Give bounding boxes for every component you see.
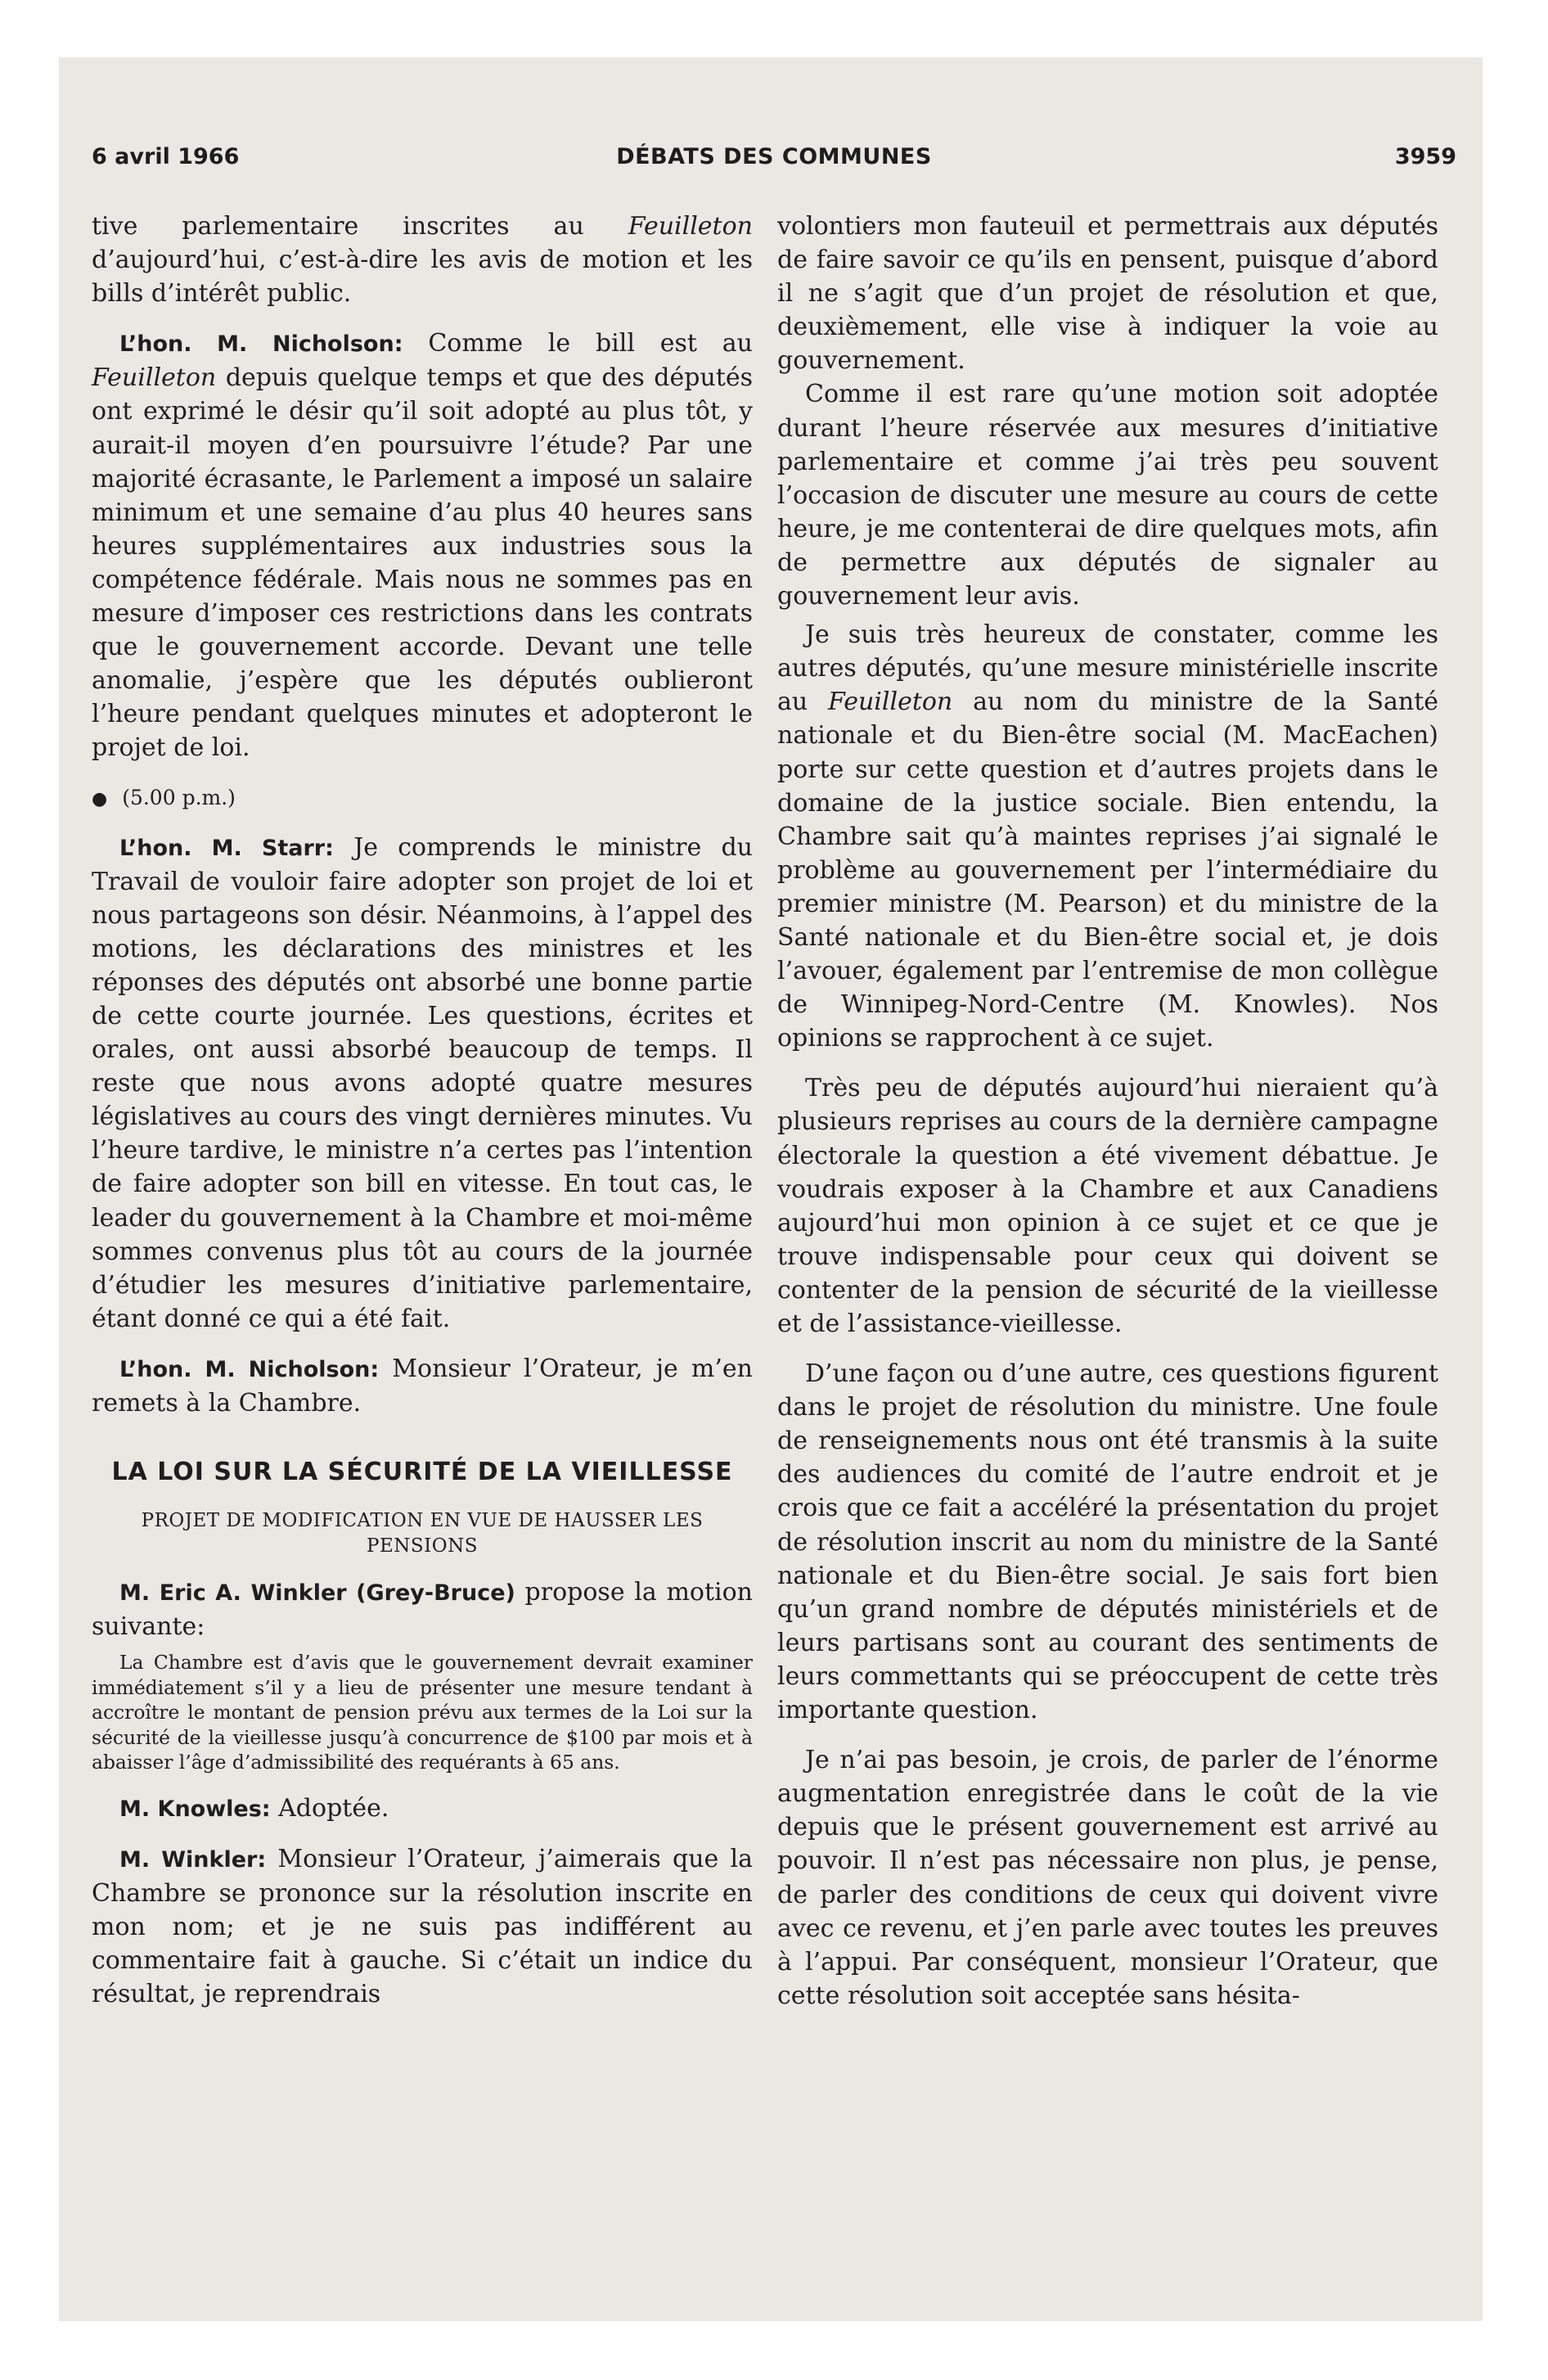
feuilleton-italic: Feuilleton [828,687,953,717]
speaker-name: M. Winkler: [119,1846,267,1873]
speaker-name: L’hon. M. Nicholson: [119,331,403,358]
header-title: DÉBATS DES COMMUNES [616,144,932,169]
speaker-name: L’hon. M. Nicholson: [119,1356,380,1382]
left-column [92,210,753,2011]
paragraph: tive parlementaire inscrites au Feuilleton d’aujourd’hui, c’est-à-dire les avis de motion et les bills d’intérêt public. [92,212,753,309]
paragraph: M. Eric A. Winkler (Grey-Bruce) propose la motion suivante: [92,1578,754,1642]
section-title: LA LOI SUR LA SÉCURITÉ DE LA VIEILLESSE [111,1458,733,1487]
speaker-name: M. Knowles: [119,1796,271,1822]
paragraph: Très peu de députés aujourd’hui nieraient qu’à plusieurs reprises au cours de la dernière campagne électorale la question a été vivement débattue. Je voudrais exposer à la Chambre et aux Canadiens aujourd’hui mon opinion à ce sujet et ce que je trouve indispensable pour ceux qui doivent se contenter de la pension de sécurité de la vieillesse et de l’assistance-vieillesse. [777,1074,1438,1338]
paragraph: L’hon. M. Nicholson: Monsieur l’Orateur, je m’en remets à la Chambre. [92,1354,753,1418]
header-page-number: 3959 [1394,144,1456,169]
paragraph: volontiers mon fauteuil et permettrais aux députés de faire savoir ce qu’ils en pensent, puisque d’abord il ne s’agit que d’un projet de résolution et que, deuxièmement, elle vise à indiquer la voie au gouvernement. [777,212,1438,376]
paragraph: Je n’ai pas besoin, je crois, de parler de l’énorme augmentation enregistrée dans le coût de la vie depuis que le présent gouvernement est arrivé au pouvoir. Il n’est pas nécessaire non plus, je pense, de parler des conditions de ceux qui doivent vivre avec ce revenu, et j’en parle avec toutes les preuves à l’appui. Par conséquent, monsieur l’Orateur, que cette résolution soit acceptée sans hésita- [777,1746,1438,2010]
header-date: 6 avril 1966 [92,144,240,169]
paragraph: L’hon. M. Starr: Je comprends le ministre du Travail de vouloir faire adopter son projet de loi et nous partageons son désir. Néanmoins, à l’appel des motions, les déclarations des ministres et les réponses des députés ont absorbé une bonne partie de cette courte journée. Les questions, écrites et orales, ont aussi absorbé beaucoup de temps. Il reste que nous avons adopté quatre mesures législatives au cours des vingt dernières minutes. Vu l’heure tardive, le ministre n’a certes pas l’intention de faire adopter son bill en vitesse. En tout cas, le leader du gouvernement à la Chambre et moi-même sommes convenus plus tôt au cours de la journée d’étudier les mesures d’initiative parlementaire, étant donné ce qui a été fait. [92,832,753,1333]
paragraph: M. Winkler: Monsieur l’Orateur, j’aimerais que la Chambre se prononce sur la résolution inscrite en mon nom; et je ne suis pas indifférent au commentaire fait à gauche. Si c’était un indice du résultat, je reprendrais [92,1844,753,2009]
bullet-icon: ● [92,788,108,809]
speaker-name: M. Eric A. Winkler (Grey-Bruce) [119,1580,515,1607]
page-header [92,144,1456,177]
motion-text: La Chambre est d’avis que le gouvernement devrait examiner immédiatement s’il y a lieu de présenter une mesure tendant à accroître le montant de pension prévu aux termes de la Loi sur la sécurité de la vieillesse jusqu’à concurrence de $100 par mois et à abaisser l’âge d’admissibilité des requérants à 65 ans. [92,1651,753,1774]
feuilleton-italic: Feuilleton [628,212,753,241]
paragraph: L’hon. M. Nicholson: Comme le bill est au Feuilleton depuis quelque temps et que des députés ont exprimé le désir qu’il soit adopté au plus tôt, y aurait-il moyen d’en poursuivre l’étude? Par une majorité écrasante, le Parlement a imposé un salaire minimum et une semaine d’au plus 40 heures sans heures supplémentaires aux industries sous la compétence fédérale. Mais nous ne sommes pas en mesure d’imposer ces restrictions dans les contrats que le gouvernement accorde. Devant une telle anomalie, j’espère que les députés oublieront l’heure pendant quelques minutes et adopteront le projet de loi. [92,329,754,763]
paragraph: M. Knowles: Adoptée. [119,1793,389,1823]
speaker-name: L’hon. M. Starr: [119,835,334,861]
right-column [777,210,1438,2013]
paragraph: Je suis très heureux de constater, comme les autres députés, qu’une mesure ministérielle inscrite au Feuilleton au nom du ministre de la Santé nationale et du Bien-être social (M. MacEachen) porte sur cette question et d’autres projets dans le domaine de la justice sociale. Bien entendu, la Chambre sait qu’à maintes reprises j’ai signalé le problème au gouvernement per l’intermédiaire du premier ministre (M. Pearson) et du ministre de la Santé nationale et du Bien-être social et, je dois l’avouer, également par l’entremise de mon collègue de Winnipeg-Nord-Centre (M. Knowles). Nos opinions se rapprochent à ce sujet. [777,620,1439,1053]
paragraph: D’une façon ou d’une autre, ces questions figurent dans le projet de résolution du ministre. Une foule de renseignements nous ont été transmis à la suite des audiences du comité de l’autre endroit et je crois que ce fait a accéléré la présentation du projet de résolution inscrit au nom du ministre de la Santé nationale et du Bien-être social. Je sais fort bien qu’un grand nombre de députés ministériels et de leurs partisans sont au courant des sentiments de leurs commettants qui se préoccupent de cette très importante question. [777,1359,1438,1725]
feuilleton-italic: Feuilleton [92,363,217,393]
section-subtitle: PROJET DE MODIFICATION EN VUE DE HAUSSER LES PENSIONS [141,1510,704,1557]
time-stamp: ● (5.00 p.m.) [92,785,236,809]
paragraph: Comme il est rare qu’une motion soit adoptée durant l’heure réservée aux mesures d’initiative parlementaire et comme j’ai très peu souvent l’occasion de discuter une mesure au cours de cette heure, je me contenterai de dire quelques mots, afin de permettre aux députés de signaler au gouvernement leur avis. [777,380,1438,611]
